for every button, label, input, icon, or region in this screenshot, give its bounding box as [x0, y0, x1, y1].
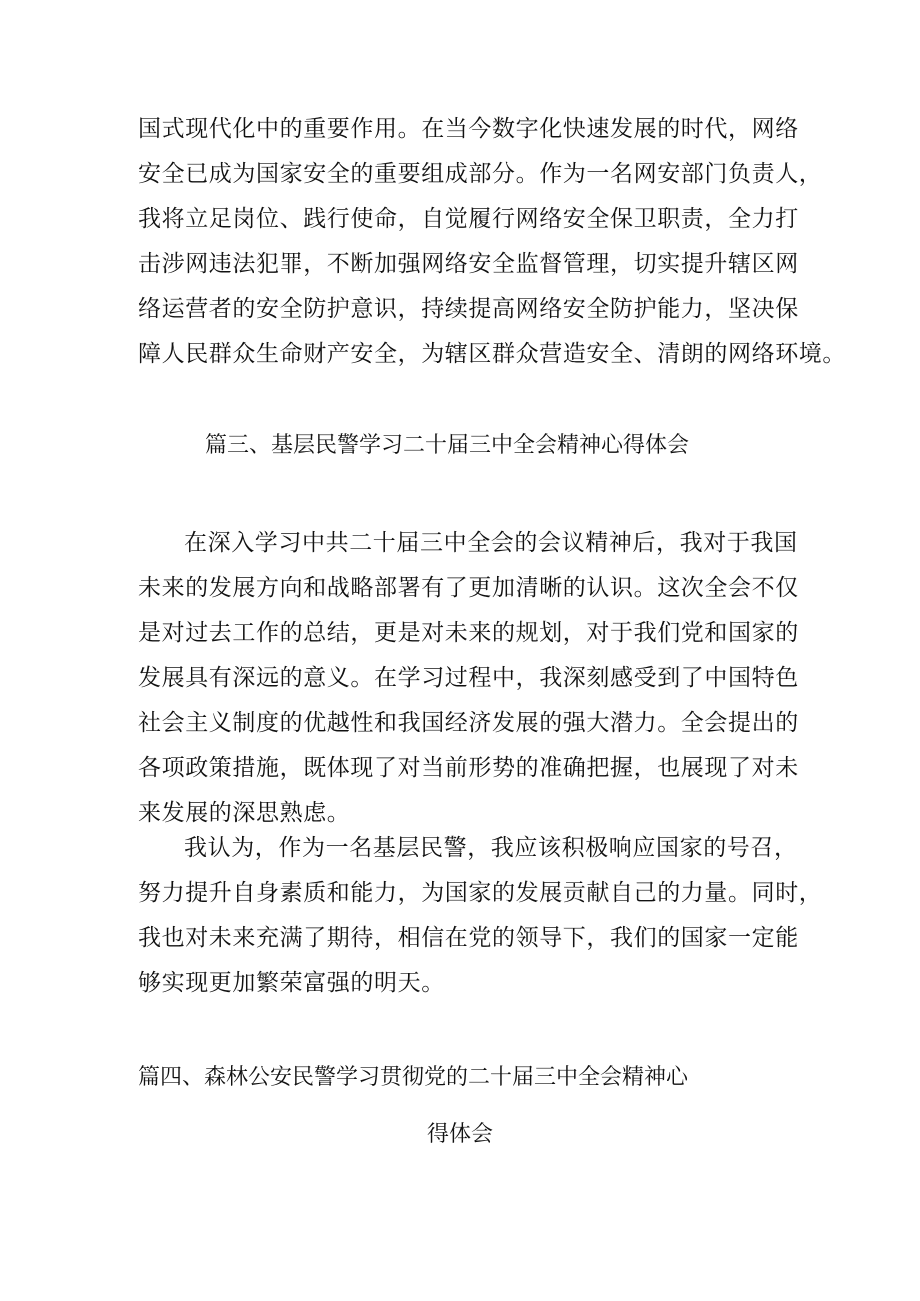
text-line: 来发展的深思熟虑。: [138, 800, 351, 826]
text-line: 击涉网违法犯罪，不断加强网络安全监督管理，切实提升辖区网: [138, 251, 799, 277]
paragraph-network-security: [138, 107, 846, 377]
text-line: 各项政策措施，既体现了对当前形势的准确把握，也展现了对未: [138, 755, 799, 781]
text-line: 安全已成为国家安全的重要组成部分。作为一名网安部门负责人，: [138, 161, 823, 187]
text-line: 够实现更加繁荣富强的明天。: [138, 970, 445, 996]
text-line: 我认为，作为一名基层民警，我应该积极响应国家的号召，: [184, 835, 798, 861]
section-heading-4-line-1: 篇四、森林公安民警学习贯彻党的二十届三中全会精神心: [138, 1065, 689, 1090]
section-heading-3: 篇三、基层民警学习二十届三中全会精神心得体会: [205, 433, 690, 458]
text-line: 发展具有深远的意义。在学习过程中，我深刻感受到了中国特色: [138, 665, 799, 691]
text-line: 我也对未来充满了期待，相信在党的领导下，我们的国家一定能: [138, 925, 799, 951]
text-line: 国式现代化中的重要作用。在当今数字化快速发展的时代，网络: [138, 116, 799, 142]
section-3-paragraph-1: [138, 521, 798, 836]
section-heading-4-line-2: 得体会: [427, 1122, 494, 1147]
text-line: 社会主义制度的优越性和我国经济发展的强大潜力。全会提出的: [138, 710, 799, 736]
text-line: 未来的发展方向和战略部署有了更加清晰的认识。这次全会不仅: [138, 575, 799, 601]
text-line: 在深入学习中共二十届三中全会的会议精神后，我对于我国: [184, 530, 798, 556]
text-line: 障人民群众生命财产安全，为辖区群众营造安全、清朗的网络环境。: [138, 341, 846, 367]
text-line: 络运营者的安全防护意识，持续提高网络安全防护能力，坚决保: [138, 296, 799, 322]
text-line: 我将立足岗位、践行使命，自觉履行网络安全保卫职责，全力打: [138, 206, 799, 232]
section-3-paragraph-2: [138, 826, 823, 1006]
text-line: 是对过去工作的总结，更是对未来的规划，对于我们党和国家的: [138, 620, 799, 646]
text-line: 努力提升自身素质和能力，为国家的发展贡献自己的力量。同时，: [138, 880, 823, 906]
